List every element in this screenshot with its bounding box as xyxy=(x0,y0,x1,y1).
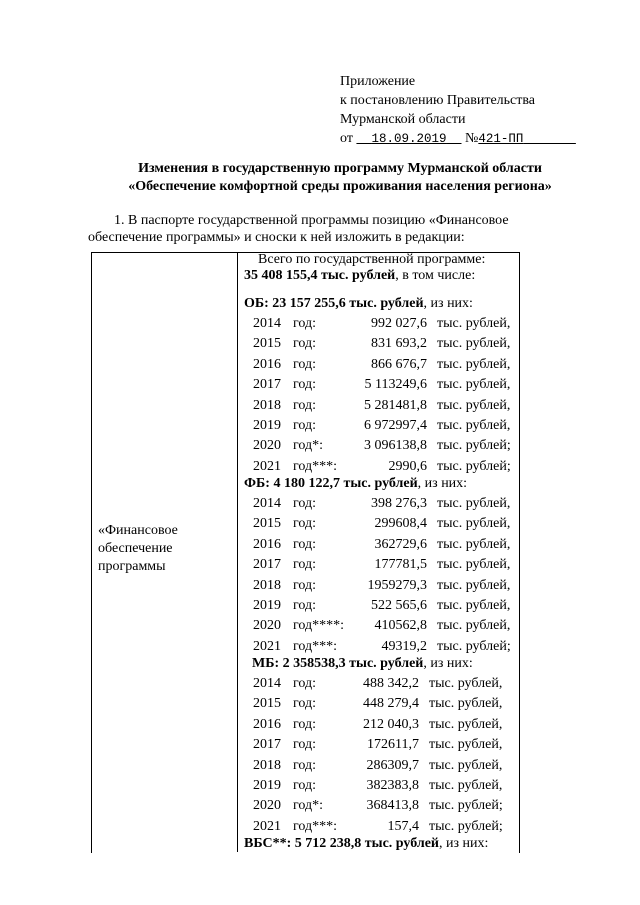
row-year: 2016 xyxy=(253,536,281,552)
row-unit: тыс. рублей, xyxy=(429,716,503,732)
row-year: 2020 xyxy=(253,618,281,634)
row-year-label: год: xyxy=(293,676,317,691)
row-unit: тыс. рублей; xyxy=(437,438,511,454)
row-unit: тыс. рублей; xyxy=(429,818,503,834)
row-amount: 831 693,2 xyxy=(371,336,427,352)
row-amount: 992 027,6 xyxy=(371,316,427,331)
row-year: 2020 xyxy=(253,438,281,454)
row-year: 2015 xyxy=(253,696,281,712)
row-year-label: год: xyxy=(293,356,317,372)
row-unit: тыс. рублей, xyxy=(437,557,511,573)
total-value: 35 408 155,4 тыс. рублей xyxy=(244,268,396,283)
row-amount: 362729,6 xyxy=(374,536,427,552)
row-year: 2021 xyxy=(253,458,281,474)
section-head-fb: ФБ: 4 180 122,7 тыс. рублей, из них: xyxy=(244,476,468,491)
row-year-label: год: xyxy=(293,496,317,511)
row-unit: тыс. рублей, xyxy=(437,397,511,413)
row-year-label: год: xyxy=(293,516,317,532)
row-year: 2019 xyxy=(253,598,281,613)
row-year-label: год: xyxy=(293,316,317,331)
row-year: 2014 xyxy=(253,316,281,331)
section-head-ob: ОБ: 23 157 255,6 тыс. рублей, из них: xyxy=(244,296,473,311)
row-year-label: год: xyxy=(293,577,317,593)
document-title-line-2: «Обеспечение комфортной среды проживания населения региона» xyxy=(128,179,552,194)
left-cell-label xyxy=(98,522,178,576)
appendix-block xyxy=(340,72,576,149)
row-year-label: год: xyxy=(293,716,317,732)
total-label: Всего по государственной программе: xyxy=(258,252,486,267)
row-amount: 172611,7 xyxy=(367,737,419,753)
row-amount: 410562,8 xyxy=(374,618,427,634)
document-title-line-1: Изменения в государственную программу Мурманской области xyxy=(138,161,542,176)
row-year-label: год: xyxy=(293,696,317,712)
row-unit: тыс. рублей; xyxy=(429,798,503,814)
row-year: 2020 xyxy=(253,798,281,814)
row-unit: тыс. рублей, xyxy=(437,618,511,634)
row-amount: 448 279,4 xyxy=(363,696,419,712)
row-unit: тыс. рублей, xyxy=(437,356,511,372)
row-year: 2016 xyxy=(253,356,281,372)
total-line xyxy=(244,268,475,284)
row-year: 2018 xyxy=(253,577,281,593)
row-year-label: год***: xyxy=(293,458,338,474)
intro-line-2: обеспечение программы» и сноски к ней изложить в редакции: xyxy=(88,230,465,245)
row-year-label: год: xyxy=(293,598,317,613)
row-year-label: год: xyxy=(293,536,317,552)
row-year-label: год: xyxy=(293,757,317,773)
row-year: 2017 xyxy=(253,377,281,393)
row-unit: тыс. рублей, xyxy=(429,778,503,793)
row-year: 2017 xyxy=(253,557,281,573)
row-unit: тыс. рублей, xyxy=(437,316,511,331)
row-amount: 177781,5 xyxy=(374,557,427,573)
left-label-line: обеспечение xyxy=(98,541,173,556)
row-unit: тыс. рублей, xyxy=(429,696,503,712)
row-year: 2016 xyxy=(253,716,281,732)
row-unit: тыс. рублей; xyxy=(437,638,511,654)
row-unit: тыс. рублей, xyxy=(437,577,511,593)
row-year: 2015 xyxy=(253,516,281,532)
row-year-label: год***: xyxy=(293,818,338,834)
row-unit: тыс. рублей, xyxy=(437,336,511,352)
row-amount: 488 342,2 xyxy=(363,676,419,691)
row-unit: тыс. рублей, xyxy=(429,737,503,753)
row-year: 2014 xyxy=(253,496,281,511)
row-year-label: год: xyxy=(293,557,317,573)
appendix-resolution: к постановлению Правительства xyxy=(340,93,536,108)
row-amount: 368413,8 xyxy=(366,798,419,814)
resolution-date: 18.09.2019 xyxy=(371,132,447,146)
left-label-line: «Финансовое xyxy=(98,523,178,538)
row-unit: тыс. рублей, xyxy=(437,598,511,613)
row-year-label: год*: xyxy=(293,798,324,814)
row-year: 2019 xyxy=(253,418,281,433)
row-amount: 3 096138,8 xyxy=(364,438,427,454)
appendix-date-line xyxy=(340,129,576,149)
intro-line-1: 1. В паспорте государственной программы позицию «Финансовое xyxy=(114,213,509,228)
appendix-region: Мурманской области xyxy=(340,112,466,127)
row-year-label: год: xyxy=(293,418,317,433)
row-year-label: год: xyxy=(293,397,317,413)
row-year-label: год****: xyxy=(293,618,345,634)
row-amount: 49319,2 xyxy=(381,638,427,654)
intro-paragraph xyxy=(90,212,616,246)
row-year: 2015 xyxy=(253,336,281,352)
row-year-label: год*: xyxy=(293,438,324,454)
row-amount: 522 565,6 xyxy=(371,598,427,613)
row-unit: тыс. рублей, xyxy=(429,676,503,691)
row-unit: тыс. рублей, xyxy=(437,377,511,393)
row-amount: 2990,6 xyxy=(388,458,427,474)
row-year-label: год***: xyxy=(293,638,338,654)
row-amount: 5 281481,8 xyxy=(364,397,427,413)
row-amount: 866 676,7 xyxy=(371,356,427,372)
section-head-vbs: ВБС**: 5 712 238,8 тыс. рублей, из них: xyxy=(244,836,489,851)
row-amount: 5 113249,6 xyxy=(364,377,427,393)
row-unit: тыс. рублей; xyxy=(437,458,511,474)
row-year: 2014 xyxy=(253,676,281,691)
row-unit: тыс. рублей, xyxy=(437,516,511,532)
row-year: 2021 xyxy=(253,818,281,834)
total-suffix: , в том числе: xyxy=(395,268,476,283)
row-year: 2018 xyxy=(253,397,281,413)
appendix-title: Приложение xyxy=(340,74,416,89)
row-amount: 6 972997,4 xyxy=(364,418,427,433)
row-amount: 286309,7 xyxy=(366,757,419,773)
row-year: 2019 xyxy=(253,778,281,793)
row-amount: 157,4 xyxy=(387,818,419,834)
row-year: 2018 xyxy=(253,757,281,773)
row-year: 2017 xyxy=(253,737,281,753)
row-year-label: год: xyxy=(293,336,317,352)
row-year-label: год: xyxy=(293,778,317,793)
row-amount: 398 276,3 xyxy=(371,496,427,511)
row-year: 2021 xyxy=(253,638,281,654)
row-amount: 212 040,3 xyxy=(363,716,419,732)
section-head-mb: МБ: 2 358538,3 тыс. рублей, из них: xyxy=(252,656,473,671)
table-column-divider xyxy=(237,252,238,852)
left-label-line: программы xyxy=(98,559,166,574)
row-unit: тыс. рублей, xyxy=(429,757,503,773)
row-amount: 299608,4 xyxy=(374,516,427,532)
row-unit: тыс. рублей, xyxy=(437,418,511,433)
date-prefix: от xyxy=(340,131,353,146)
row-unit: тыс. рублей, xyxy=(437,536,511,552)
resolution-number: 421-ПП xyxy=(478,132,524,146)
row-amount: 1959279,3 xyxy=(367,577,427,593)
row-year-label: год: xyxy=(293,377,317,393)
number-prefix: № xyxy=(464,131,479,146)
row-unit: тыс. рублей, xyxy=(437,496,511,511)
row-amount: 382383,8 xyxy=(366,778,419,793)
row-year-label: год: xyxy=(293,737,317,753)
